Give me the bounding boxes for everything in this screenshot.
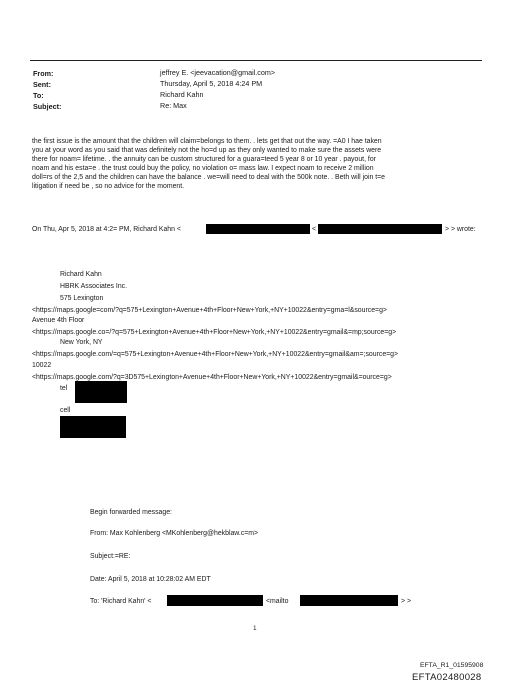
forwarded-date: Date: April 5, 2018 at 10:28:02 AM EDT: [90, 576, 211, 583]
map-link[interactable]: <https://maps.google.com/=q=575+Lexington+Avenue+4th+Floor+New+York,+NY+10022&entry=gmail&am=;source=g>: [32, 351, 399, 358]
forwarded-to-prefix: To: 'Richard Kahn' <: [90, 598, 152, 605]
cell-label: cell: [60, 407, 71, 414]
sent-value: Thursday, April 5, 2018 4:24 PM: [160, 79, 263, 88]
map-link[interactable]: <https://maps.google.co=/?q=575+Lexington+Avenue+4th+Floor+New+York,+NY+10022&entry=gmail&=mp;source=g>: [32, 329, 397, 336]
forwarded-to-suffix: > >: [401, 598, 411, 605]
bates-number-large: EFTA02480028: [412, 672, 482, 683]
redaction-box: [167, 595, 263, 606]
to-value: Richard Kahn: [160, 90, 204, 99]
body-line: doll=rs of the 2,5 and the children can have the balance . we=will need to deal with the 500k note. . Beth will join t=e: [32, 174, 385, 181]
quote-suffix: > > wrote:: [445, 226, 476, 233]
map-link[interactable]: <https://maps.google.com/?q=3D575+Lexington+Avenue+4th+Floor+New+York,+NY+10022&entry=gmail&=ource=g>: [32, 374, 392, 381]
signature-city: New York, NY: [60, 339, 103, 346]
body-line: litigation if need be , so no advice for the moment.: [32, 183, 185, 190]
signature-street: 575 Lexington: [60, 295, 104, 302]
bates-number-small: EFTA_R1_01595908: [420, 662, 484, 669]
forwarded-from: From: Max Kohlenberg <MKohlenberg@hekblaw.c=m>: [90, 530, 259, 537]
subject-label: Subject:: [33, 102, 62, 111]
signature-zip: 10022: [32, 362, 52, 369]
from-value: jeffrey E. <jeevacation@gmail.com>: [160, 68, 276, 77]
from-label: From:: [33, 69, 54, 78]
redaction-box: [206, 224, 310, 234]
to-label: To:: [33, 91, 44, 100]
sent-label: Sent:: [33, 80, 51, 89]
quote-prefix: On Thu, Apr 5, 2018 at 4:2= PM, Richard Kahn <: [32, 226, 181, 233]
map-link[interactable]: <https://maps.google=com/?q=575+Lexington+Avenue+4th+Floor+New+York,+NY+10022&entry=gma=l&source=g>: [32, 307, 387, 314]
redaction-box: [60, 416, 126, 438]
header-top-rule: [30, 60, 482, 61]
subject-value: Re: Max: [160, 101, 187, 110]
redaction-box: [300, 595, 398, 606]
redaction-box: [318, 224, 442, 234]
body-line: you at your word as you said that was definitely not the ho=d up as they only wanted to make sure the assets were: [32, 147, 382, 154]
forwarded-to-mailto: <mailto: [266, 598, 289, 605]
forwarded-heading: Begin forwarded message:: [90, 509, 172, 516]
page-number: 1: [253, 625, 257, 632]
body-line: noam and his esta=e . the trust could buy the policy, no violation o= mass law. I expect noam to receive 2 million: [32, 165, 374, 172]
body-line: the first issue is the amount that the children will claim=belongs to them. . lets get that out the way. =A0 I hae taken: [32, 138, 382, 145]
signature-avenue: Avenue 4th Floor: [32, 317, 85, 324]
redaction-box: [75, 381, 127, 403]
body-line: there for noam= lifetime. . the annuity can be custom structured for a guara=teed 5 year 8 or 10 year . payout, for: [32, 156, 376, 163]
quote-middle: <: [312, 226, 317, 233]
signature-company: HBRK Associates Inc.: [60, 283, 128, 290]
forwarded-subject: Subject:=RE:: [90, 553, 131, 560]
signature-name: Richard Kahn: [60, 271, 102, 278]
tel-label: tel: [60, 385, 68, 392]
